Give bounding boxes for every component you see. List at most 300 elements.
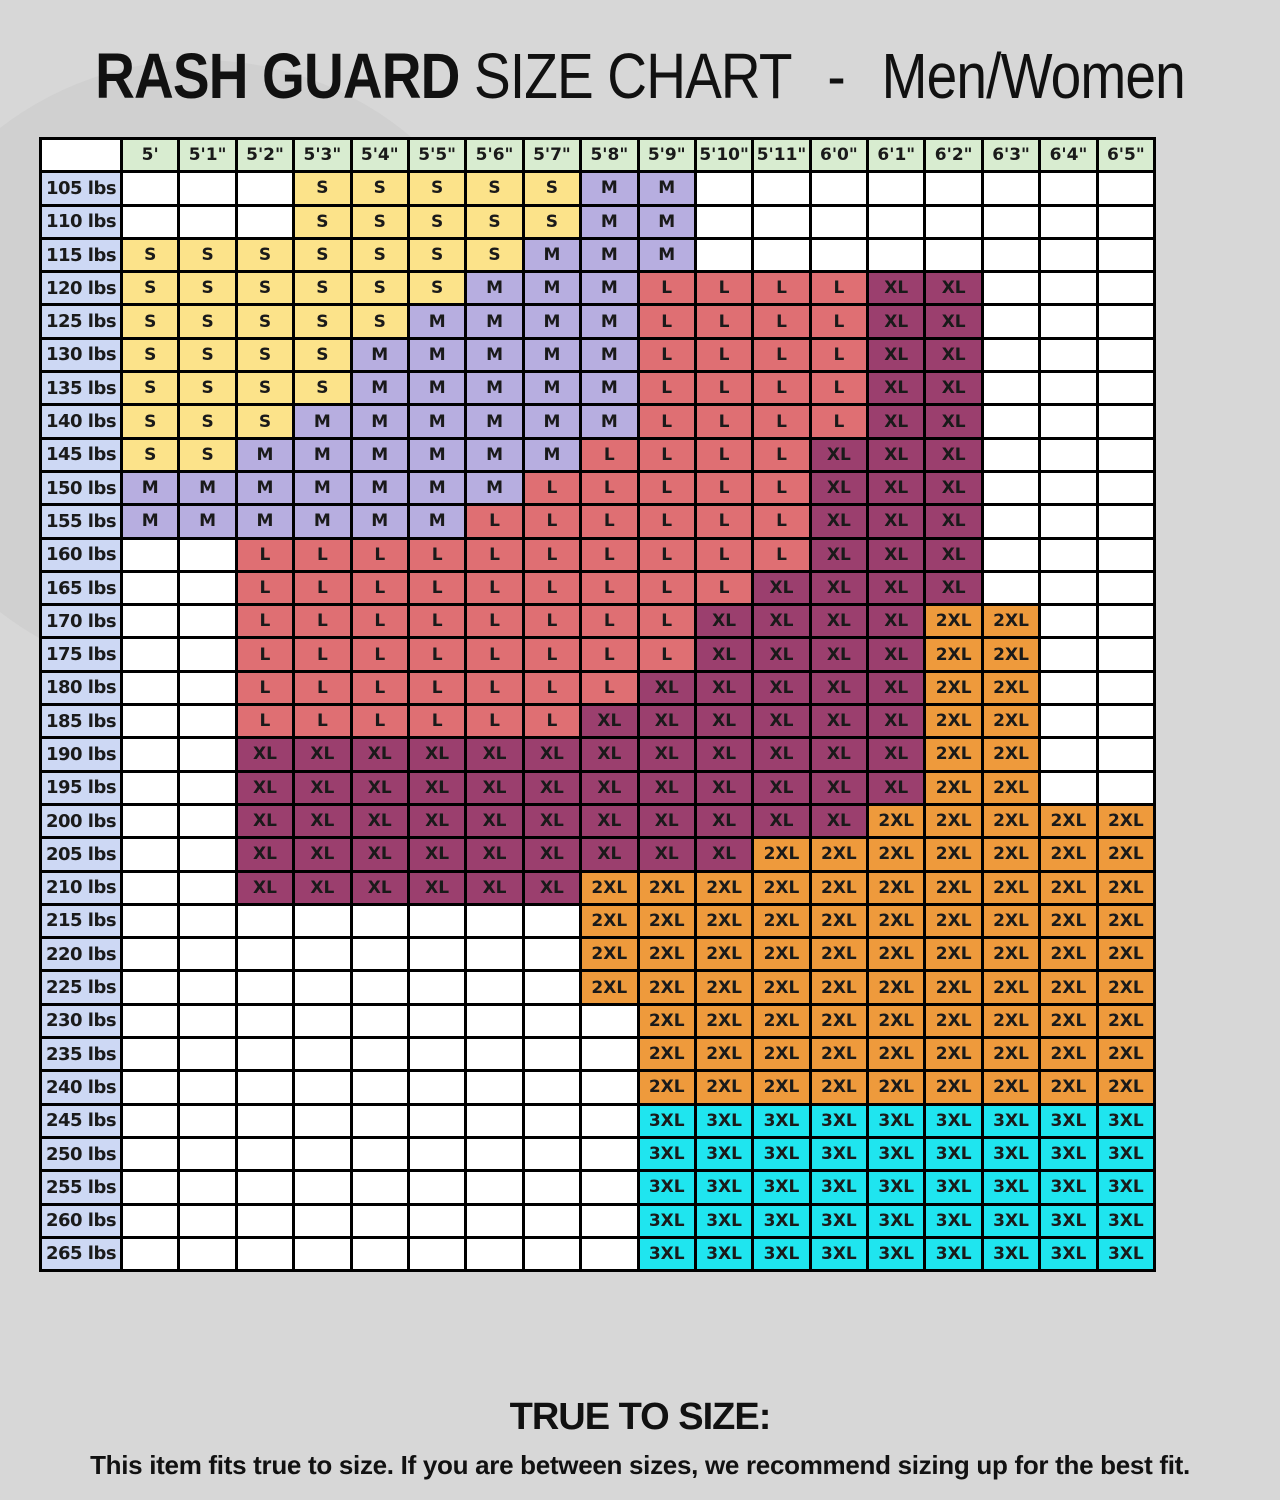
size-cell: 2XL: [1040, 904, 1097, 937]
size-cell: 3XL: [925, 1137, 982, 1170]
size-cell: [1040, 405, 1097, 438]
size-cell: XL: [294, 804, 351, 837]
size-cell: L: [236, 571, 293, 604]
size-cell: XL: [695, 638, 752, 671]
size-cell: [294, 1004, 351, 1037]
size-cell: [122, 838, 179, 871]
size-cell: [122, 804, 179, 837]
size-cell: [695, 172, 752, 205]
title-bold: RASH GUARD: [95, 40, 460, 112]
size-cell: S: [294, 205, 351, 238]
size-cell: [179, 871, 236, 904]
size-cell: XL: [351, 771, 408, 804]
size-cell: L: [236, 605, 293, 638]
size-cell: S: [351, 238, 408, 271]
weight-label: 145 lbs: [41, 438, 122, 471]
size-cell: 2XL: [925, 1038, 982, 1071]
size-cell: [122, 1204, 179, 1237]
size-cell: XL: [408, 738, 465, 771]
size-cell: [351, 1237, 408, 1270]
size-cell: S: [294, 305, 351, 338]
size-cell: L: [466, 705, 523, 738]
size-cell: XL: [523, 838, 580, 871]
size-cell: M: [408, 505, 465, 538]
size-cell: L: [581, 538, 638, 571]
size-cell: S: [179, 338, 236, 371]
size-cell: 2XL: [1040, 971, 1097, 1004]
size-cell: 3XL: [638, 1104, 695, 1137]
size-cell: 2XL: [810, 1038, 867, 1071]
size-cell: [122, 904, 179, 937]
size-cell: [122, 1171, 179, 1204]
size-cell: [523, 1171, 580, 1204]
size-cell: 2XL: [925, 638, 982, 671]
weight-label: 195 lbs: [41, 771, 122, 804]
size-cell: S: [466, 172, 523, 205]
size-cell: XL: [868, 338, 925, 371]
size-cell: M: [294, 438, 351, 471]
size-cell: XL: [638, 804, 695, 837]
size-cell: M: [523, 438, 580, 471]
size-cell: [122, 1137, 179, 1170]
size-cell: XL: [868, 405, 925, 438]
size-cell: [179, 971, 236, 1004]
size-cell: [810, 238, 867, 271]
size-cell: 2XL: [638, 1071, 695, 1104]
size-cell: 2XL: [925, 804, 982, 837]
size-cell: M: [408, 305, 465, 338]
size-cell: L: [236, 705, 293, 738]
size-cell: XL: [466, 771, 523, 804]
size-cell: 2XL: [581, 938, 638, 971]
size-cell: [122, 705, 179, 738]
size-cell: 2XL: [753, 971, 810, 1004]
weight-label: 225 lbs: [41, 971, 122, 1004]
size-cell: L: [294, 571, 351, 604]
height-header-cell: 5'6": [466, 139, 523, 172]
size-cell: XL: [695, 771, 752, 804]
weight-label: 105 lbs: [41, 172, 122, 205]
size-cell: [179, 671, 236, 704]
size-cell: 3XL: [1040, 1137, 1097, 1170]
size-cell: XL: [236, 771, 293, 804]
size-cell: [466, 1204, 523, 1237]
size-cell: XL: [695, 738, 752, 771]
size-cell: XL: [868, 505, 925, 538]
size-cell: L: [466, 538, 523, 571]
size-cell: L: [810, 338, 867, 371]
size-cell: [179, 1038, 236, 1071]
size-cell: 2XL: [868, 1038, 925, 1071]
size-cell: [1097, 205, 1154, 238]
size-cell: XL: [868, 372, 925, 405]
height-header-cell: 6'4": [1040, 139, 1097, 172]
size-cell: L: [695, 405, 752, 438]
size-cell: XL: [810, 571, 867, 604]
size-cell: L: [523, 538, 580, 571]
size-cell: XL: [695, 605, 752, 638]
size-cell: 3XL: [1097, 1171, 1154, 1204]
size-cell: [466, 1104, 523, 1137]
size-cell: 2XL: [638, 1004, 695, 1037]
size-cell: M: [581, 272, 638, 305]
size-cell: 2XL: [1040, 838, 1097, 871]
weight-row: [41, 1137, 1155, 1170]
size-cell: XL: [868, 571, 925, 604]
size-cell: M: [179, 471, 236, 504]
size-cell: 2XL: [925, 738, 982, 771]
size-cell: 3XL: [810, 1204, 867, 1237]
size-cell: XL: [523, 771, 580, 804]
weight-label: 260 lbs: [41, 1204, 122, 1237]
size-cell: L: [810, 372, 867, 405]
size-cell: [294, 938, 351, 971]
size-cell: 2XL: [868, 804, 925, 837]
size-cell: 3XL: [753, 1104, 810, 1137]
weight-label: 185 lbs: [41, 705, 122, 738]
size-cell: [179, 1071, 236, 1104]
size-cell: 3XL: [982, 1171, 1039, 1204]
weight-row: [41, 172, 1155, 205]
size-cell: [523, 1038, 580, 1071]
size-cell: 3XL: [1040, 1104, 1097, 1137]
size-cell: XL: [810, 471, 867, 504]
size-cell: M: [294, 405, 351, 438]
size-cell: [1040, 738, 1097, 771]
size-cell: [351, 938, 408, 971]
size-cell: 2XL: [810, 838, 867, 871]
size-cell: XL: [868, 705, 925, 738]
size-cell: [982, 338, 1039, 371]
size-cell: L: [408, 538, 465, 571]
weight-label: 250 lbs: [41, 1137, 122, 1170]
size-cell: M: [523, 338, 580, 371]
size-cell: [523, 1237, 580, 1270]
size-cell: S: [236, 238, 293, 271]
size-cell: [294, 1204, 351, 1237]
size-cell: [1097, 671, 1154, 704]
height-header-cell: 5'4": [351, 139, 408, 172]
size-cell: 2XL: [810, 971, 867, 1004]
size-cell: L: [294, 705, 351, 738]
weight-row: [41, 1071, 1155, 1104]
size-cell: L: [466, 571, 523, 604]
size-cell: 2XL: [581, 971, 638, 1004]
size-cell: 2XL: [982, 1004, 1039, 1037]
true-to-size-heading: TRUE TO SIZE:: [509, 1396, 771, 1438]
size-cell: [236, 1004, 293, 1037]
size-cell: L: [753, 372, 810, 405]
size-cell: L: [695, 305, 752, 338]
size-cell: 3XL: [925, 1104, 982, 1137]
size-cell: [1097, 638, 1154, 671]
size-cell: [179, 1204, 236, 1237]
size-cell: 2XL: [925, 871, 982, 904]
size-cell: L: [523, 571, 580, 604]
size-cell: M: [351, 505, 408, 538]
size-cell: 2XL: [868, 871, 925, 904]
size-cell: XL: [408, 838, 465, 871]
size-cell: [982, 438, 1039, 471]
size-cell: M: [408, 338, 465, 371]
size-cell: 3XL: [925, 1237, 982, 1270]
size-cell: 3XL: [638, 1204, 695, 1237]
size-cell: M: [466, 438, 523, 471]
size-cell: 2XL: [925, 938, 982, 971]
size-cell: M: [581, 205, 638, 238]
size-cell: [982, 471, 1039, 504]
size-cell: [1097, 738, 1154, 771]
size-cell: [1040, 671, 1097, 704]
size-cell: 2XL: [1097, 1038, 1154, 1071]
size-cell: 3XL: [753, 1171, 810, 1204]
size-cell: [179, 1171, 236, 1204]
size-cell: XL: [638, 838, 695, 871]
size-cell: L: [523, 471, 580, 504]
size-cell: [236, 971, 293, 1004]
size-cell: [466, 1137, 523, 1170]
size-cell: XL: [466, 804, 523, 837]
height-header-cell: 6'3": [982, 139, 1039, 172]
size-cell: 2XL: [753, 1071, 810, 1104]
size-cell: L: [523, 705, 580, 738]
size-cell: M: [236, 438, 293, 471]
size-cell: L: [695, 471, 752, 504]
height-header-cell: 6'5": [1097, 139, 1154, 172]
size-cell: 2XL: [982, 804, 1039, 837]
size-cell: [1040, 538, 1097, 571]
size-cell: 2XL: [925, 605, 982, 638]
size-cell: [982, 538, 1039, 571]
size-cell: M: [466, 471, 523, 504]
size-cell: XL: [925, 571, 982, 604]
size-cell: [236, 1204, 293, 1237]
size-cell: S: [179, 405, 236, 438]
size-cell: XL: [294, 738, 351, 771]
size-cell: XL: [408, 871, 465, 904]
size-cell: [1097, 372, 1154, 405]
size-cell: 2XL: [753, 838, 810, 871]
size-cell: [408, 1038, 465, 1071]
height-header-cell: 6'0": [810, 139, 867, 172]
size-cell: [695, 205, 752, 238]
size-cell: 2XL: [695, 938, 752, 971]
size-cell: L: [638, 272, 695, 305]
size-cell: [1097, 505, 1154, 538]
size-cell: [179, 771, 236, 804]
weight-label: 120 lbs: [41, 272, 122, 305]
size-cell: XL: [753, 638, 810, 671]
size-cell: M: [122, 471, 179, 504]
size-cell: [122, 871, 179, 904]
size-cell: 2XL: [581, 904, 638, 937]
weight-row: [41, 505, 1155, 538]
size-cell: S: [408, 272, 465, 305]
size-cell: L: [695, 538, 752, 571]
size-cell: [179, 804, 236, 837]
size-cell: 2XL: [810, 1071, 867, 1104]
size-cell: [868, 172, 925, 205]
size-cell: XL: [581, 738, 638, 771]
size-cell: [1040, 338, 1097, 371]
size-cell: XL: [868, 605, 925, 638]
size-cell: [1040, 272, 1097, 305]
size-cell: [1097, 305, 1154, 338]
size-cell: [982, 505, 1039, 538]
size-cell: 3XL: [982, 1237, 1039, 1270]
size-cell: M: [351, 405, 408, 438]
size-cell: M: [466, 305, 523, 338]
size-cell: 3XL: [1097, 1104, 1154, 1137]
size-cell: [1097, 705, 1154, 738]
size-cell: L: [294, 671, 351, 704]
height-header-cell: 5'7": [523, 139, 580, 172]
size-cell: [408, 1204, 465, 1237]
size-cell: [122, 738, 179, 771]
size-cell: [179, 172, 236, 205]
size-cell: M: [466, 272, 523, 305]
size-cell: [236, 938, 293, 971]
size-cell: M: [351, 338, 408, 371]
size-cell: 3XL: [753, 1237, 810, 1270]
size-cell: 2XL: [982, 771, 1039, 804]
height-header-cell: 5'11": [753, 139, 810, 172]
weight-row: [41, 1204, 1155, 1237]
size-cell: XL: [925, 272, 982, 305]
size-cell: 2XL: [1040, 938, 1097, 971]
size-cell: [982, 205, 1039, 238]
size-cell: XL: [236, 838, 293, 871]
weight-row: [41, 605, 1155, 638]
size-cell: 3XL: [868, 1137, 925, 1170]
fit-recommendation-note: This item fits true to size. If you are between sizes, we recommend sizing up for the best fit.: [90, 1450, 1190, 1480]
size-cell: 2XL: [695, 871, 752, 904]
size-cell: 2XL: [638, 871, 695, 904]
height-header-cell: 5': [122, 139, 179, 172]
size-cell: [122, 671, 179, 704]
size-cell: L: [695, 338, 752, 371]
size-cell: L: [294, 605, 351, 638]
size-cell: 2XL: [695, 1038, 752, 1071]
weight-row: [41, 238, 1155, 271]
weight-row: [41, 671, 1155, 704]
size-cell: S: [122, 305, 179, 338]
size-cell: S: [122, 238, 179, 271]
weight-label: 240 lbs: [41, 1071, 122, 1104]
size-cell: [1040, 305, 1097, 338]
size-cell: [868, 238, 925, 271]
size-cell: M: [638, 238, 695, 271]
size-cell: 2XL: [982, 1071, 1039, 1104]
size-cell: M: [408, 405, 465, 438]
weight-label: 210 lbs: [41, 871, 122, 904]
size-cell: [122, 971, 179, 1004]
size-cell: XL: [753, 605, 810, 638]
size-cell: M: [523, 372, 580, 405]
size-cell: [1097, 172, 1154, 205]
size-cell: L: [294, 538, 351, 571]
size-cell: M: [351, 438, 408, 471]
size-cell: [466, 1071, 523, 1104]
size-cell: [581, 1004, 638, 1037]
size-cell: [236, 904, 293, 937]
size-cell: XL: [581, 705, 638, 738]
weight-row: [41, 771, 1155, 804]
size-cell: L: [523, 671, 580, 704]
size-cell: [236, 1237, 293, 1270]
size-cell: L: [466, 505, 523, 538]
weight-label: 265 lbs: [41, 1237, 122, 1270]
size-cell: [408, 1137, 465, 1170]
size-cell: [982, 238, 1039, 271]
size-cell: S: [294, 172, 351, 205]
weight-label: 135 lbs: [41, 372, 122, 405]
size-cell: [982, 305, 1039, 338]
size-cell: [1040, 172, 1097, 205]
size-cell: XL: [868, 538, 925, 571]
size-cell: [179, 738, 236, 771]
size-cell: L: [351, 705, 408, 738]
size-cell: [179, 1004, 236, 1037]
weight-label: 115 lbs: [41, 238, 122, 271]
size-cell: [810, 205, 867, 238]
size-cell: 2XL: [868, 904, 925, 937]
size-cell: L: [581, 571, 638, 604]
size-cell: L: [294, 638, 351, 671]
size-cell: [466, 938, 523, 971]
size-cell: L: [753, 505, 810, 538]
weight-row: [41, 738, 1155, 771]
size-cell: XL: [294, 771, 351, 804]
size-cell: S: [122, 405, 179, 438]
size-cell: XL: [753, 705, 810, 738]
size-cell: M: [351, 372, 408, 405]
size-cell: XL: [925, 305, 982, 338]
size-cell: M: [523, 238, 580, 271]
size-cell: L: [236, 538, 293, 571]
size-cell: L: [351, 671, 408, 704]
size-cell: XL: [868, 671, 925, 704]
size-cell: [1040, 238, 1097, 271]
size-cell: 2XL: [753, 904, 810, 937]
size-cell: S: [122, 272, 179, 305]
size-cell: L: [408, 605, 465, 638]
size-cell: M: [523, 305, 580, 338]
size-cell: XL: [523, 738, 580, 771]
size-cell: XL: [695, 671, 752, 704]
size-cell: [122, 605, 179, 638]
weight-label: 245 lbs: [41, 1104, 122, 1137]
size-cell: 3XL: [638, 1237, 695, 1270]
size-cell: [1040, 205, 1097, 238]
size-cell: 2XL: [868, 971, 925, 1004]
size-cell: 2XL: [925, 971, 982, 1004]
size-cell: XL: [351, 838, 408, 871]
size-cell: [1097, 405, 1154, 438]
size-cell: [294, 1137, 351, 1170]
size-cell: [982, 272, 1039, 305]
size-cell: [351, 904, 408, 937]
size-cell: 3XL: [1040, 1237, 1097, 1270]
size-cell: S: [179, 272, 236, 305]
size-cell: [1040, 471, 1097, 504]
weight-row: [41, 338, 1155, 371]
size-cell: 2XL: [753, 938, 810, 971]
weight-row: [41, 1237, 1155, 1270]
size-cell: S: [179, 305, 236, 338]
size-cell: L: [753, 538, 810, 571]
height-header-cell: 5'5": [408, 139, 465, 172]
